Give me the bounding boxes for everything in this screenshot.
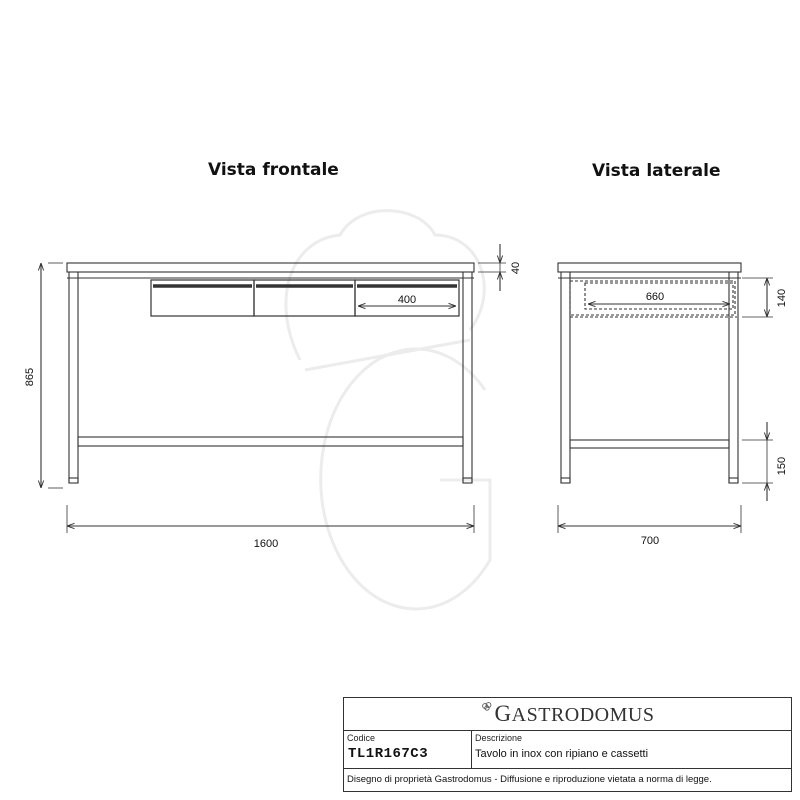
dim-top-thickness: 40 — [510, 261, 522, 275]
dim-drawer-height: 140 — [776, 288, 788, 308]
brand-rest: ASTRODOMUS — [511, 704, 655, 726]
front-lower-shelf — [78, 437, 463, 446]
chef-hat-icon — [481, 701, 493, 713]
brand-logo — [344, 698, 791, 731]
side-view — [558, 263, 773, 533]
title-block-divider — [344, 768, 791, 769]
code-label: Codice — [347, 733, 376, 743]
code-value: TL1R167C3 — [348, 746, 429, 762]
front-view-title: Vista frontale — [208, 160, 339, 180]
side-view-title: Vista laterale — [592, 161, 721, 181]
dim-total-depth: 700 — [640, 535, 660, 547]
code-cell — [344, 731, 472, 768]
dim-drawer-depth: 660 — [645, 291, 665, 303]
title-block — [343, 697, 792, 792]
front-left-foot — [69, 478, 78, 483]
dim-total-width: 1600 — [253, 538, 279, 550]
side-lower-shelf — [570, 440, 729, 448]
watermark-logo — [286, 211, 490, 609]
dim-shelf-height: 150 — [776, 456, 788, 476]
side-tabletop — [558, 263, 741, 272]
front-tabletop — [67, 263, 474, 272]
dim-total-height: 865 — [24, 367, 36, 387]
description-cell — [472, 731, 793, 768]
dim-drawer-width: 400 — [397, 294, 417, 306]
description-label: Descrizione — [475, 733, 523, 743]
front-view — [41, 244, 506, 533]
description-value: Tavolo in inox con ripiano e cassetti — [475, 748, 649, 760]
copyright-notice: Disegno di proprietà Gastrodomus - Diffusione e riproduzione vietata a norma di legge. — [347, 774, 712, 785]
brand-name — [495, 701, 655, 727]
brand-initial: G — [494, 701, 512, 726]
